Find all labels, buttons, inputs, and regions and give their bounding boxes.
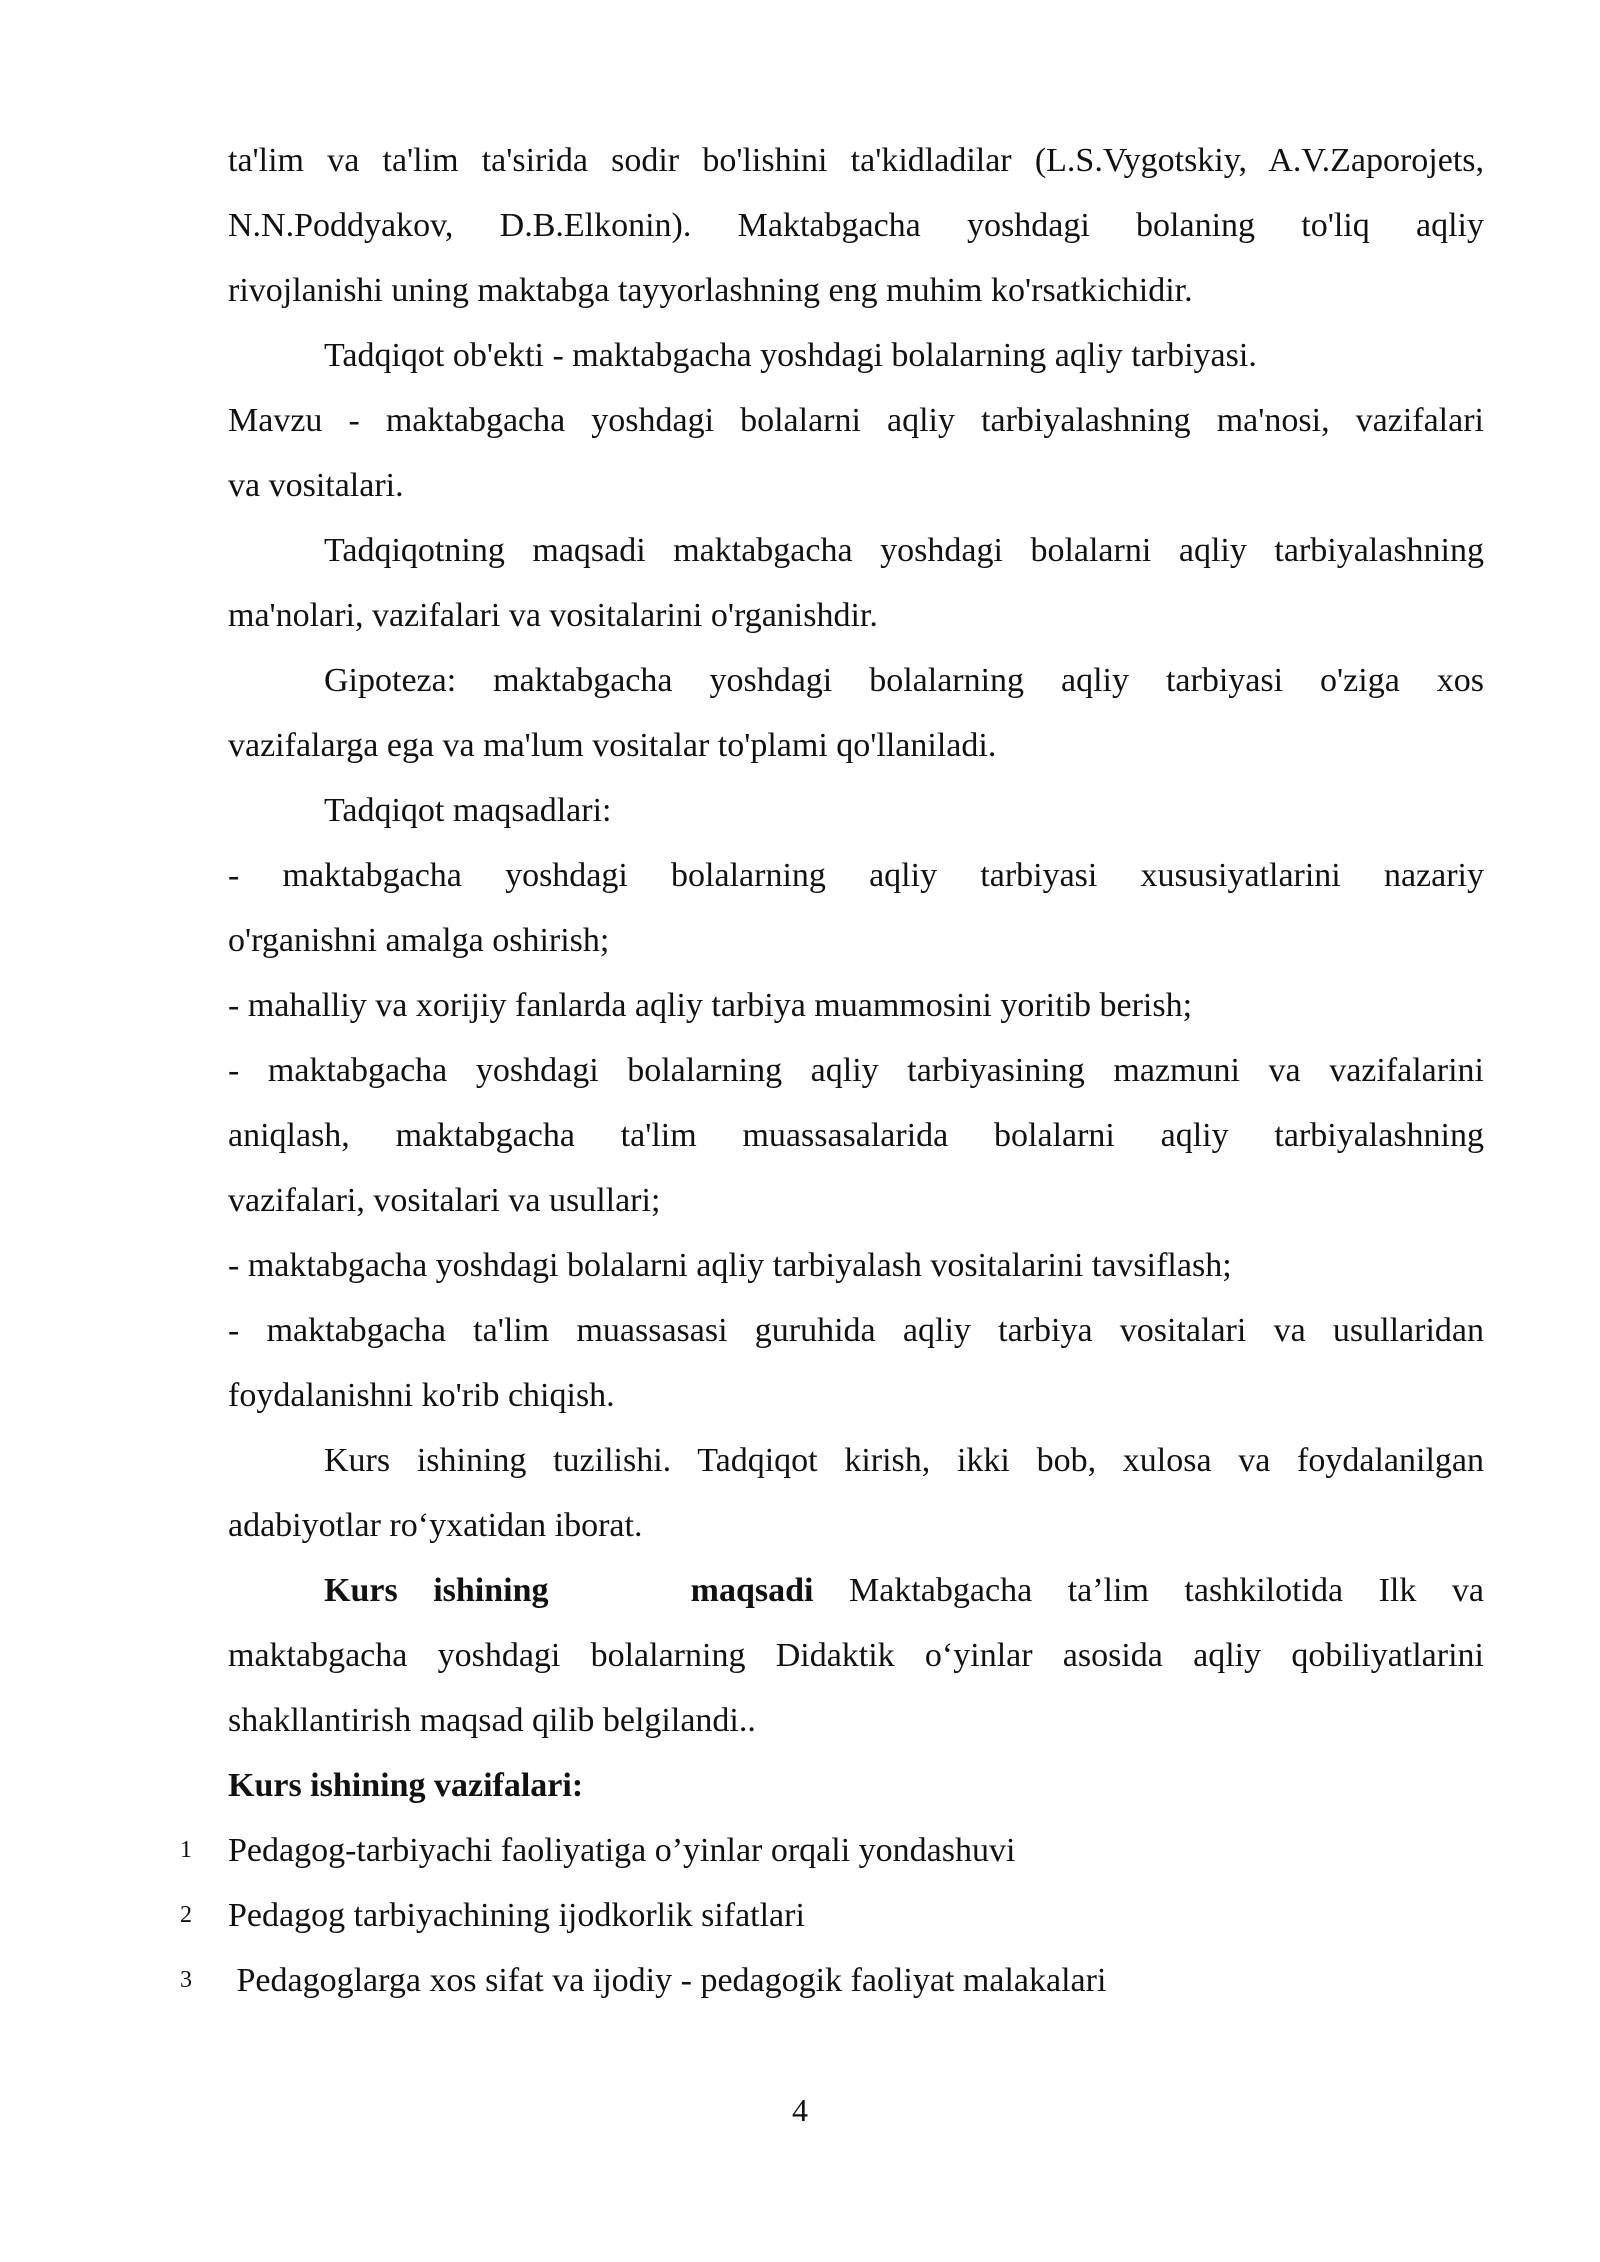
structure-line: adabiyotlar roʻyxatidan iborat.	[228, 1507, 643, 1544]
research-purpose-line: Tadqiqotning maqsadi maktabgacha yoshdagi bolalarni aqliy tarbiyalashning	[324, 532, 1484, 569]
goal-bold-label: Kurs ishining maqsadi	[324, 1572, 814, 1609]
objective-line: - maktabgacha yoshdagi bolalarni aqliy tarbiyalash vositalarini tavsiflash;	[228, 1247, 1232, 1284]
objectives-heading: Tadqiqot maqsadlari:	[324, 792, 612, 829]
research-subject-line: Mavzu - maktabgacha yoshdagi bolalarni aqliy tarbiyalashning ma'nosi, vazifalari	[228, 402, 1484, 439]
task-item	[180, 1883, 1484, 1948]
paragraph-line: N.N.Poddyakov, D.B.Elkonin). Maktabgacha yoshdagi bolaning to'liq aqliy	[228, 207, 1484, 244]
task-number: 2	[180, 1902, 192, 1928]
research-object: Tadqiqot ob'ekti - maktabgacha yoshdagi bolalarning aqliy tarbiyasi.	[324, 337, 1257, 374]
objective-line: aniqlash, maktabgacha ta'lim muassasalarida bolalarni aqliy tarbiyalashning	[228, 1117, 1484, 1154]
research-subject-line: va vositalari.	[228, 467, 404, 504]
paragraph-line: rivojlanishi uning maktabga tayyorlashning eng muhim ko'rsatkichidir.	[228, 272, 1193, 309]
hypothesis-line: Gipoteza: maktabgacha yoshdagi bolalarning aqliy tarbiyasi o'ziga xos	[324, 662, 1484, 699]
body-text	[180, 128, 1485, 2013]
research-purpose-line: ma'nolari, vazifalari va vositalarini o'rganishdir.	[228, 597, 878, 634]
task-item	[180, 1948, 1484, 2013]
objective-line: foydalanishni ko'rib chiqish.	[228, 1377, 615, 1414]
objective-line: o'rganishni amalga oshirish;	[228, 922, 610, 959]
paragraph-line: ta'lim va ta'lim ta'sirida sodir bo'lishini ta'kidladilar (L.S.Vygotskiy, A.V.Zaporojets,	[228, 142, 1484, 179]
hypothesis-line: vazifalarga ega va ma'lum vositalar to'plami qo'llaniladi.	[228, 727, 997, 764]
task-number: 1	[180, 1837, 192, 1863]
page-number: 4	[792, 2092, 808, 2128]
tasks-heading: Kurs ishining vazifalari:	[228, 1767, 584, 1804]
objective-line: vazifalari, vositalari va usullari;	[228, 1182, 661, 1219]
goal-line: shakllantirish maqsad qilib belgilandi..	[228, 1702, 756, 1739]
goal-text: Maktabgacha ta’lim tashkilotida Ilk va	[849, 1572, 1485, 1609]
goal-line: maktabgacha yoshdagi bolalarning Didaktik oʻyinlar asosida aqliy qobiliyatlarini	[228, 1637, 1484, 1674]
objective-line: - mahalliy va xorijiy fanlarda aqliy tarbiya muammosini yoritib berish;	[228, 987, 1193, 1024]
structure-line: Kurs ishining tuzilishi. Tadqiqot kirish, ikki bob, xulosa va foydalanilgan	[324, 1442, 1484, 1479]
goal-line	[228, 1558, 1484, 1623]
objective-line: - maktabgacha yoshdagi bolalarning aqliy tarbiyasi xususiyatlarini nazariy	[228, 857, 1484, 894]
objective-line: - maktabgacha ta'lim muassasasi guruhida aqliy tarbiya vositalari va usullaridan	[228, 1312, 1484, 1349]
task-text: Pedagoglarga xos sifat va ijodiy - pedagogik faoliyat malakalari	[228, 1962, 1107, 1999]
task-text: Pedagog tarbiyachining ijodkorlik sifatlari	[228, 1897, 805, 1934]
task-item	[180, 1818, 1484, 1883]
objective-line: - maktabgacha yoshdagi bolalarning aqliy tarbiyasining mazmuni va vazifalarini	[228, 1052, 1484, 1089]
task-number: 3	[180, 1967, 192, 1993]
task-text: Pedagog-tarbiyachi faoliyatiga o’yinlar orqali yondashuvi	[228, 1832, 1016, 1869]
